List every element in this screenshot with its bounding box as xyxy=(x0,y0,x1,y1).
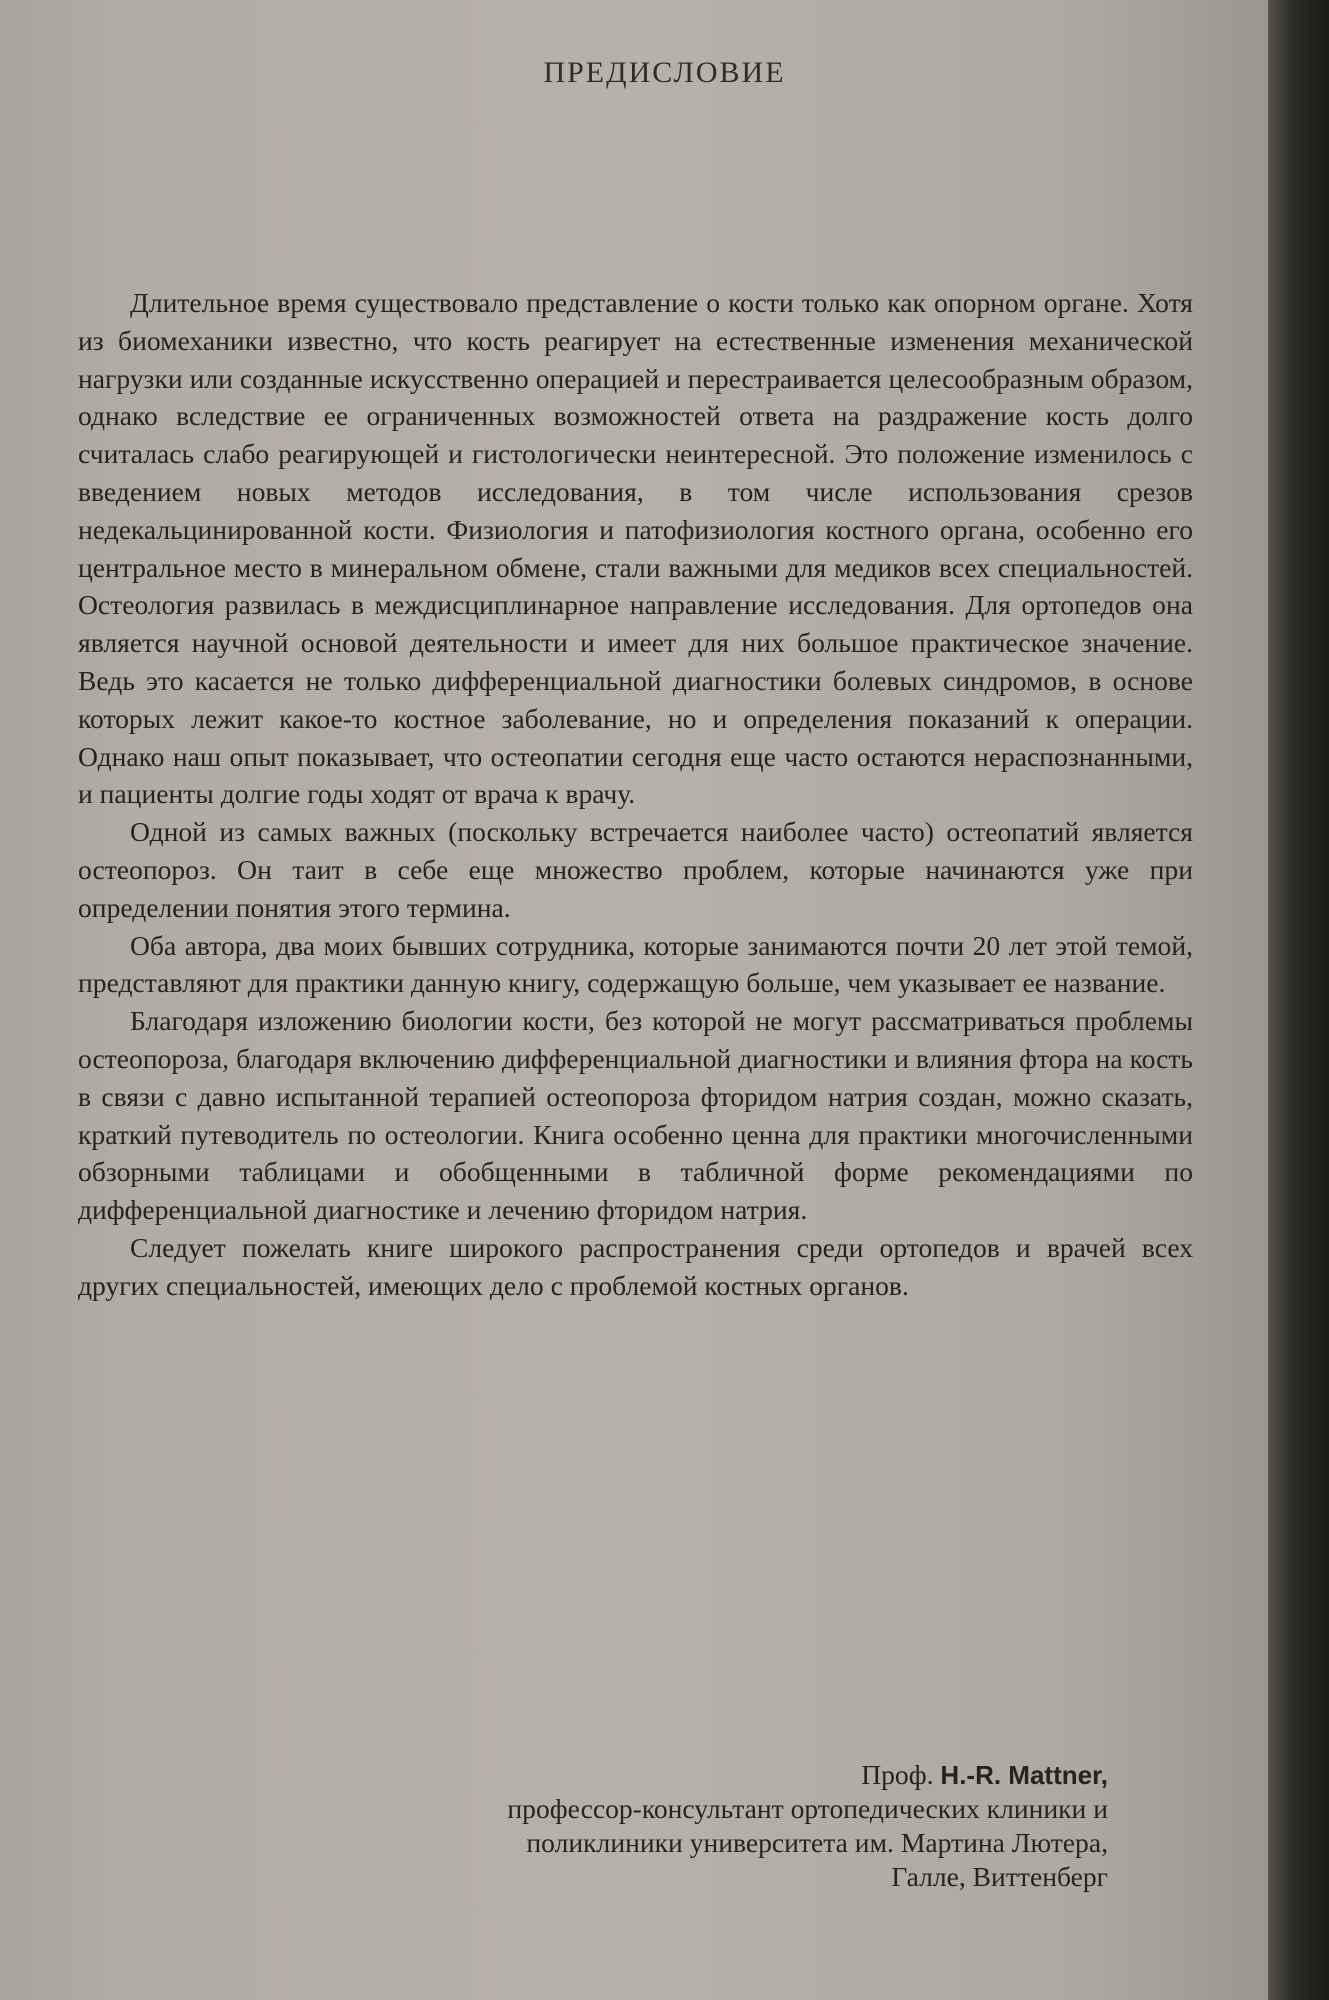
paragraph-1: Длительное время существовало представление о кости только как опорном органе. Хотя из биомеханики известно, что кость реагирует на естественные изменения механической нагрузки или созданные искусственно операцией и перестраивается целесообразным образом, однако вследствие ее ограниченных возможностей ответа на раздражение кость долго считалась слабо реагирующей и гистологически неинтересной. Это положение изменилось с введением новых методов исследования, в том числе использования срезов недекальцинированной кости. Физиология и патофизиология костного органа, особенно его центральное место в минеральном обмене, стали важными для медиков всех специальностей. Остеология развилась в междисциплинарное направление исследования. Для ортопедов она является научной основой деятельности и имеет для них большое практическое значение. Ведь это касается не только дифференциальной диагностики болевых синдромов, в основе которых лежит какое-то костное заболевание, но и определения показаний к операции. Однако наш опыт показывает, что остеопатии сегодня еще часто остаются нераспознанными, и пациенты долгие годы ходят от врача к врачу. xyxy=(78,287,1193,810)
preface-body xyxy=(78,284,1193,1305)
paragraph-2: Одной из самых важных (поскольку встречается наиболее часто) остеопатий является остеопороз. Он таит в себе еще множество проблем, которые начинаются уже при определении понятия этого термина. xyxy=(78,816,1193,923)
signature-location: Галле, Виттенберг xyxy=(891,1861,1108,1892)
signature-position-line-2: поликлиники университета им. Мартина Лютера, xyxy=(526,1827,1108,1858)
paragraph-4: Благодаря изложению биологии кости, без которой не могут рассматриваться проблемы остеопороза, благодаря включению дифференциальной диагностики и влияния фтора на кость в связи с давно испытанной терапией остеопороза фторидом натрия создан, можно сказать, краткий путеводитель по остеологии. Книга особенно ценна для практики многочисленными обзорными таблицами и обобщенными в табличной форме рекомендациями по дифференциальной диагностике и лечению фторидом натрия. xyxy=(78,1005,1193,1226)
signature-title: Проф. xyxy=(861,1759,934,1790)
signature-name-line xyxy=(507,1758,1108,1792)
signature-position-line-1: профессор-консультант ортопедических клиники и xyxy=(507,1793,1108,1824)
signature-name: H.-R. Mattner, xyxy=(940,1760,1108,1790)
book-spine-shadow xyxy=(1268,0,1329,2000)
paragraph-3: Оба автора, два моих бывших сотрудника, которые занимаются почти 20 лет этой темой, представляют для практики данную книгу, содержащую больше, чем указывает ее название. xyxy=(78,929,1193,999)
signature-block xyxy=(507,1758,1108,1894)
page-heading: ПРЕДИСЛОВИЕ xyxy=(543,56,786,89)
paragraph-5: Следует пожелать книге широкого распространения среди ортопедов и врачей всех других специальностей, имеющих дело с проблемой костных органов. xyxy=(78,1231,1193,1301)
